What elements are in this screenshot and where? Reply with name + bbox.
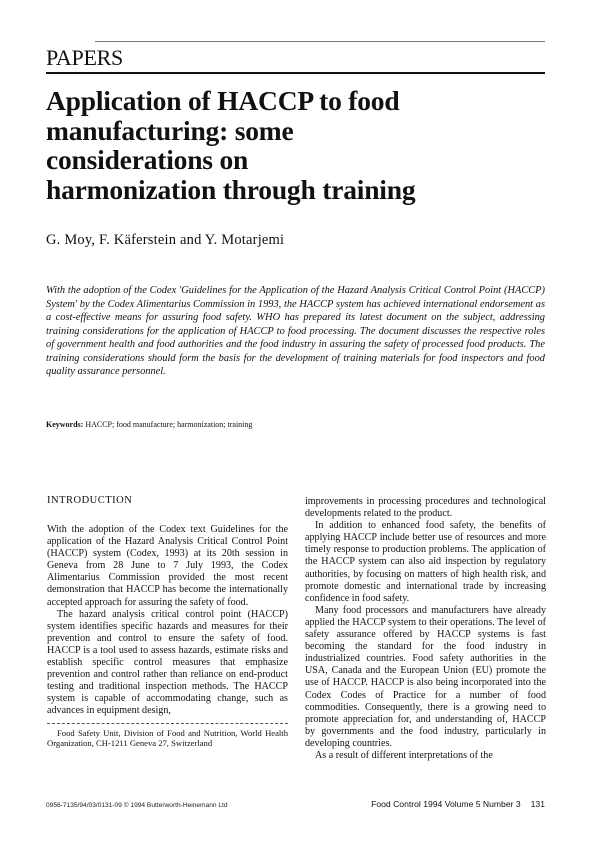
body-column-right xyxy=(305,496,546,762)
paragraph: In addition to enhanced food safety, the benefits of applying HACCP include better use of resources and more timely response to production problems. The application of the HACCP system can also aid inspection by regulatory authorities, by focusing on matters of high health risk, and promote domestic and international trade by increasing confidence in food safety. xyxy=(305,520,546,604)
section-heading-introduction: INTRODUCTION xyxy=(47,495,133,506)
keywords-label: Keywords: xyxy=(46,420,84,429)
keywords-value: HACCP; food manufacture; harmonization; training xyxy=(85,420,253,429)
paragraph: As a result of different interpretations of the xyxy=(315,749,493,761)
journal-info: Food Control 1994 Volume 5 Number 3 xyxy=(371,799,521,809)
body-column-left xyxy=(47,495,288,749)
author-affiliation: Food Safety Unit, Division of Food and Nutrition, World Health Organization, CH-1211 Geneva 27, Switzerland xyxy=(47,727,288,748)
journal-citation xyxy=(350,799,545,810)
paragraph: With the adoption of the Codex text Guidelines for the application of the Hazard Analysis Critical Control Point (HACCP) system (Codex, 1993) at its 20th session in Geneva from 28 June to 7 July 1993, the Codex Alimentarius Commission provided the most recent demonstration that HACCP has become the internationally accepted approach for assuring the safety of food. xyxy=(47,524,288,608)
title-line: considerations on xyxy=(46,144,249,175)
title-line: Application of HACCP to food xyxy=(46,85,400,116)
paragraph: Many food processors and manufacturers have already applied the HACCP system to their operations. The level of safety assurance offered by HACCP systems is fast becoming the standard for the food industry in industrialized countries. Food safety authorities in the USA, Canada and the European Union (EU) promote the use of HACCP. HACCP is also being incorporated into the Codex Codes of Practice for a number of food commodities. Consequently, there is a growing need to promote appreciation for, and understanding of, HACCP by governments and the food industry, particularly in developing countries. xyxy=(305,604,546,749)
title-line: manufacturing: some xyxy=(46,114,294,146)
title-line: harmonization through training xyxy=(46,173,416,205)
footnote-divider xyxy=(47,723,288,724)
article-title xyxy=(46,86,546,204)
page-number: 131 xyxy=(530,799,545,809)
paragraph: improvements in processing procedures and technological developments related to the product. xyxy=(305,496,546,520)
section-label: PAPERS xyxy=(46,45,123,70)
abstract: With the adoption of the Codex 'Guidelines for the Application of the Hazard Analysis Critical Control Point (HACCP) System' by the Codex Alimentarius Commission in 1993, the HACCP system has achieved international endorsement as a cost-effective means for assuring food safety. WHO has prepared its latest document on the subject, addressing training considerations for the application of HACCP to food processing. The document discusses the respective roles of government health and food authorities and the food industry in assuring the safety of processed food products. The training considerations should form the basis for the development of training materials for food inspectors and food quality assurance personnel. xyxy=(46,285,545,377)
header-rule-top xyxy=(95,41,545,42)
copyright-line: 0956-7135/94/03/0131-09 © 1994 Butterworth-Heinemann Ltd xyxy=(46,802,228,809)
keywords xyxy=(46,420,252,430)
header-rule-bottom xyxy=(46,72,545,74)
paragraph: The hazard analysis critical control point (HACCP) system identifies specific hazards and measures for their prevention and control to ensure the safety of food. HACCP is a tool used to assess hazards, estimate risks and establish specific control measures that emphasize prevention and control rather than reliance on end-product testing and traditional inspection methods. The HACCP system is capable of accommodating change, such as advances in equipment design, xyxy=(47,608,288,717)
authors: G. Moy, F. Käferstein and Y. Motarjemi xyxy=(46,232,285,248)
